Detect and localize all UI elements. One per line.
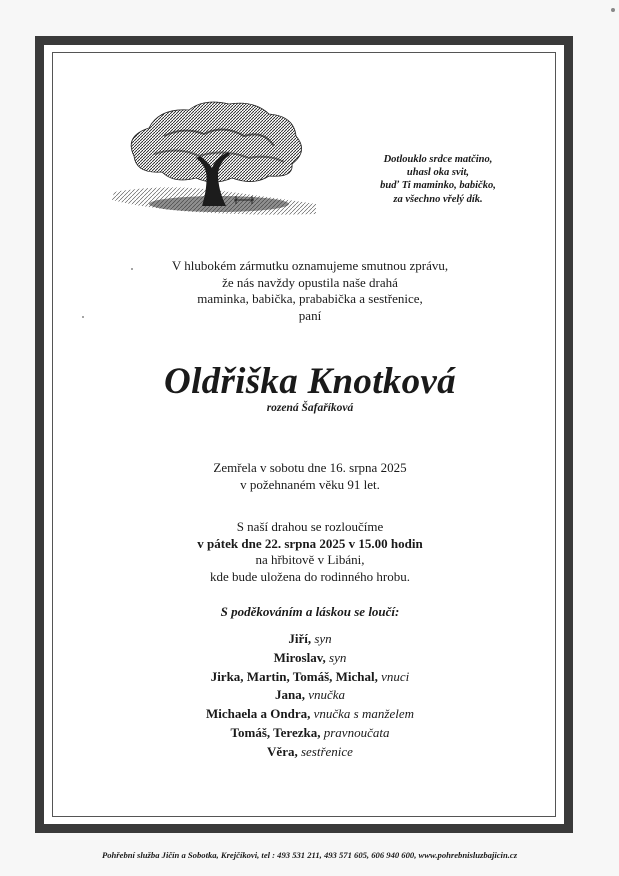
death-line: v požehnaném věku 91 let. bbox=[240, 476, 380, 492]
poem-line: buď Ti maminko, babičko, bbox=[380, 180, 496, 192]
death-line: Zemřela v sobotu dne 16. srpna 2025 bbox=[213, 460, 407, 475]
mourner-row bbox=[150, 705, 470, 724]
scan-speck bbox=[131, 268, 133, 270]
death-info bbox=[150, 460, 470, 493]
deceased-name: Oldřiška Knotková bbox=[164, 361, 456, 402]
mourner-names: Tomáš, Terezka, bbox=[230, 724, 321, 740]
announcement-intro bbox=[150, 258, 470, 324]
mourner-relation: vnučka s manželem bbox=[313, 706, 414, 722]
mourner-row bbox=[150, 743, 470, 762]
mourners-list bbox=[150, 630, 470, 762]
poem-line: Dotlouklo srdce matčino, bbox=[383, 154, 493, 165]
mourner-row bbox=[150, 724, 470, 743]
funeral-place: na hřbitově v Libáni, bbox=[255, 552, 365, 567]
mourner-relation: vnuci bbox=[381, 668, 410, 684]
mourner-relation: syn bbox=[329, 649, 347, 665]
maiden-name: rozená Šafaříková bbox=[266, 402, 354, 414]
mourner-names: Jiří, bbox=[288, 631, 312, 646]
mourner-relation: vnučka bbox=[308, 687, 346, 703]
intro-line: maminka, babička, prababička a sestřenice, bbox=[197, 291, 423, 306]
mourner-row bbox=[150, 630, 470, 649]
mourner-row bbox=[150, 649, 470, 668]
poem bbox=[368, 153, 508, 206]
mourner-names: Michaela a Ondra, bbox=[206, 706, 311, 722]
poem-line: za všechno vřelý dík. bbox=[393, 193, 483, 205]
mourner-relation: syn bbox=[314, 631, 332, 646]
funeral-line: S naší drahou se rozloučíme bbox=[236, 519, 384, 534]
mourner-relation: sestřenice bbox=[300, 743, 353, 759]
mourner-row bbox=[150, 668, 470, 687]
mourner-names: Miroslav, bbox=[273, 649, 326, 665]
poem-line: uhasl oka svit, bbox=[406, 167, 470, 179]
farewell-heading: S poděkováním a láskou se loučí: bbox=[220, 604, 400, 619]
mourner-names: Jirka, Martin, Tomáš, Michal, bbox=[210, 668, 378, 684]
intro-line: V hlubokém zármutku oznamujeme smutnou zprávu, bbox=[171, 258, 449, 273]
mourner-relation: pravnoučata bbox=[323, 724, 390, 740]
funeral-line: kde bude uložena do rodinného hrobu. bbox=[209, 568, 410, 584]
mourner-names: Jana, bbox=[274, 687, 305, 703]
tree-illustration bbox=[104, 96, 318, 218]
scan-speck bbox=[611, 8, 615, 12]
intro-line: paní bbox=[298, 307, 322, 323]
funeral-info bbox=[150, 519, 470, 585]
funeral-date: v pátek dne 22. srpna 2025 v 15.00 hodin bbox=[197, 535, 423, 551]
mourner-names: Věra, bbox=[267, 743, 298, 759]
intro-line: že nás navždy opustila naše drahá bbox=[222, 274, 398, 290]
footer-funeral-service: Pohřební služba Jičín a Sobotka, Krejčíkovi, tel : 493 531 211, 493 571 605, 606 940 600, www.pohrebnisluzbajicin.cz bbox=[101, 850, 518, 860]
mourner-row bbox=[150, 686, 470, 705]
scan-speck bbox=[82, 316, 84, 318]
